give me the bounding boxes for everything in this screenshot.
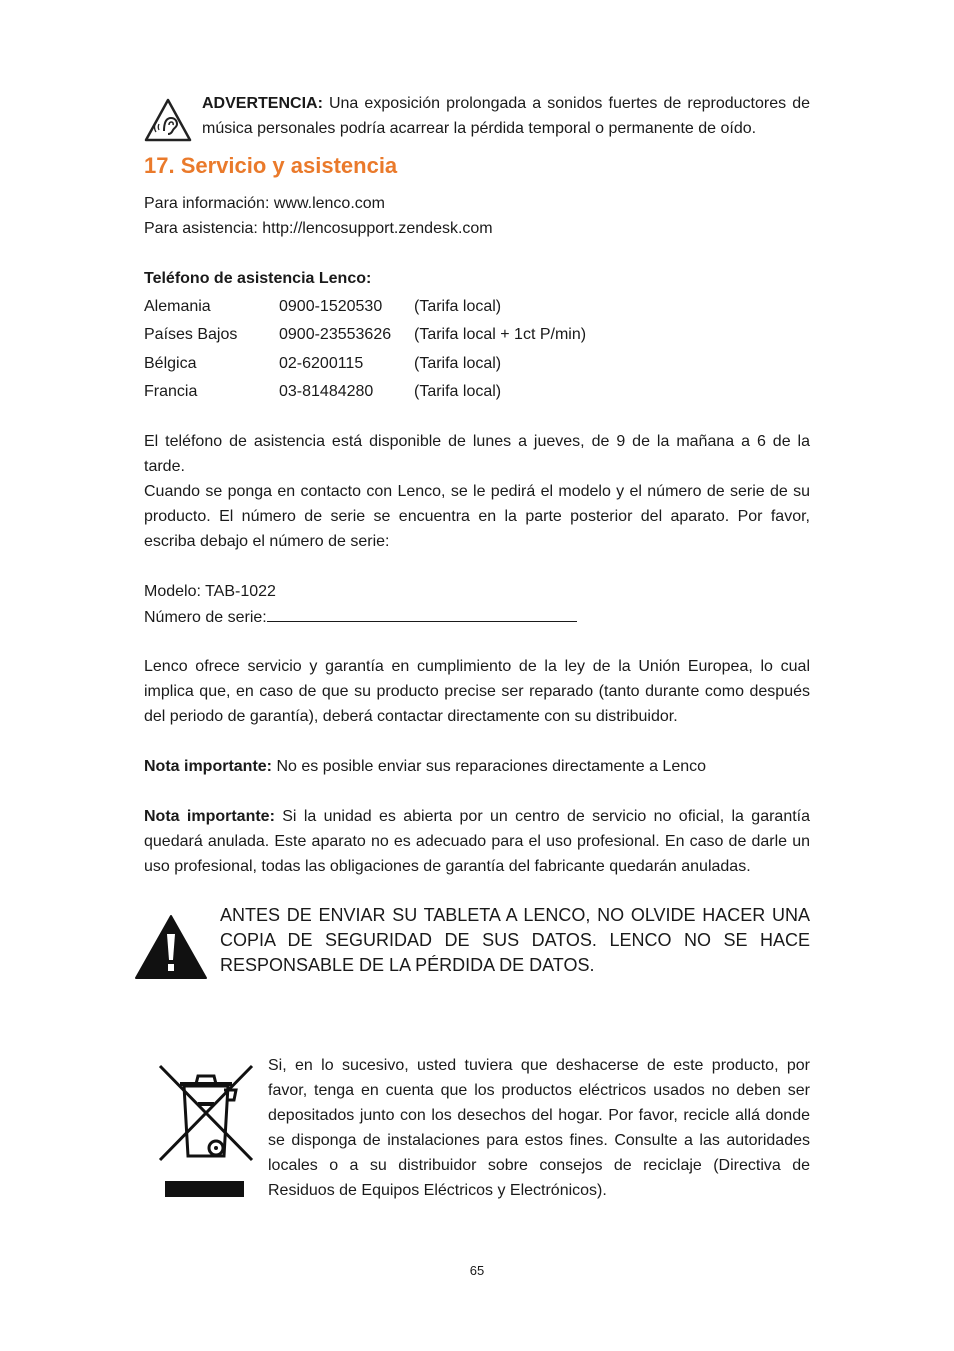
- serial-line: [144, 604, 810, 630]
- phone-country: Francia: [144, 383, 198, 401]
- info-line: Para información: www.lenco.com: [144, 195, 385, 212]
- serial-blank: [267, 604, 577, 622]
- table-row: [144, 321, 674, 350]
- phone-country: Países Bajos: [144, 326, 238, 344]
- table-row: [144, 349, 674, 378]
- hearing-warning-text: [202, 91, 810, 141]
- phone-country: Alemania: [144, 297, 211, 315]
- phone-number: 0900-23553626: [279, 326, 392, 344]
- warranty-text: Lenco ofrece servicio y garantía en cumplimiento de la ley de la Unión Europea, lo cual implica que, en caso de que su producto precise ser reparado (tanto durante como después del periodo de garantía), deberá contactar directamente con su distribuidor.: [144, 658, 810, 725]
- warning-label: ADVERTENCIA:: [202, 95, 323, 112]
- crossed-bin-icon: [156, 1060, 256, 1200]
- warning-body: Una exposición prolongada a sonidos fuertes de reproductores de música personales podría acarrear la pérdida temporal o permanente de oído.: [202, 95, 810, 137]
- phone-rate: (Tarifa local + 1ct P/min): [414, 326, 587, 344]
- note-2: [144, 804, 810, 879]
- contact-text: Cuando se ponga en contacto con Lenco, se le pedirá el modelo y el número de serie de su producto. El número de serie se encuentra en la parte posterior del aparato. Por favor, escriba debajo el número de serie:: [144, 483, 810, 550]
- support-line: Para asistencia: http://lencosupport.zendesk.com: [144, 220, 493, 237]
- model-line: Modelo: TAB-1022: [144, 583, 276, 600]
- hearing-warning-icon: [144, 97, 192, 143]
- phone-table: [144, 292, 674, 406]
- phone-heading: Teléfono de asistencia Lenco:: [144, 270, 372, 287]
- phone-rate: (Tarifa local): [414, 383, 502, 401]
- backup-warning-text: ANTES DE ENVIAR SU TABLETA A LENCO, NO OLVIDE HACER UNA COPIA DE SEGURIDAD DE SUS DATOS. LENCO NO SE HACE RESPONSABLE DE LA PÉRDIDA DE DATOS.: [220, 905, 810, 975]
- exclamation-triangle-icon: [134, 914, 208, 980]
- weee-text: Si, en lo sucesivo, usted tuviera que deshacerse de este producto, por favor, tenga en cuenta que los productos eléctricos usados no deben ser depositados junto con los desechos del hogar. Por favor, recicle allá donde se disponga de instalaciones para estos fines. Consulte a las autoridades locales o a su distribuidor sobre consejos de reciclaje (Directiva de Residuos de Equipos Eléctricos y Electrónicos).: [268, 1057, 810, 1199]
- note-2-label: Nota importante:: [144, 808, 275, 825]
- phone-number: 03-81484280: [279, 383, 374, 401]
- phone-number: 0900-1520530: [279, 297, 383, 315]
- table-row: [144, 292, 674, 321]
- page-number: 65: [469, 1263, 485, 1278]
- phone-rate: (Tarifa local): [414, 354, 502, 372]
- phone-country: Bélgica: [144, 354, 197, 372]
- section-title: 17. Servicio y asistencia: [144, 153, 398, 178]
- note-1-text: No es posible enviar sus reparaciones directamente a Lenco: [272, 758, 707, 775]
- note-1-label: Nota importante:: [144, 758, 272, 775]
- table-row: [144, 378, 674, 407]
- phone-number: 02-6200115: [279, 354, 364, 372]
- note-2-text: Si la unidad es abierta por un centro de servicio no oficial, la garantía quedará anulada. Este aparato no es adecuado para el uso profesional. En caso de darle un uso profesional, todas las obligaciones de garantía del fabricante quedarán anuladas.: [144, 808, 811, 875]
- note-1: [144, 754, 810, 779]
- phone-rate: (Tarifa local): [414, 297, 502, 315]
- serial-label: Número de serie:: [144, 609, 267, 626]
- hours-text: El teléfono de asistencia está disponible de lunes a jueves, de 9 de la mañana a 6 de la tarde.: [144, 433, 810, 475]
